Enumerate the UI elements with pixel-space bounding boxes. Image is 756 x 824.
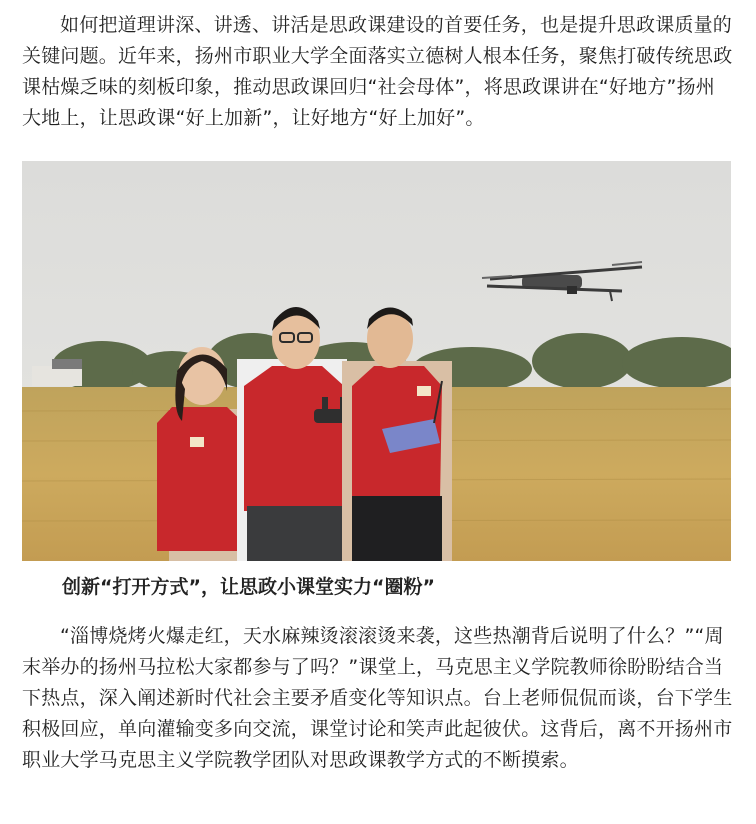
body-paragraph: “淄博烧烤火爆走红，天水麻辣烫滚滚烫来袭，这些热潮背后说明了什么？”“周末举办的扬州马拉松大家都参与了吗？”课堂上，马克思主义学院教师徐盼盼结合当下热点，深入阐述新时代社会主要矛盾变化等知识点。台上老师侃侃而谈，台下学生积极回应，单向灌输变多向交流，课堂讨论和笑声此起彼伏。这背后，离不开扬州市职业大学马克思主义学院教学团队对思政课教学方式的不断摸索。 bbox=[22, 625, 733, 771]
section-heading: 创新“打开方式”，让思政小课堂实力“圈粉” bbox=[62, 576, 435, 598]
intro-paragraph: 如何把道理讲深、讲透、讲活是思政课建设的首要任务，也是提升思政课质量的关键问题。近年来，扬州市职业大学全面落实立德树人根本任务，聚焦打破传统思政课枯燥乏味的刻板印象，推动思政课回归“社会母体”，将思政课讲在“好地方”扬州大地上，让思政课“好上加新”，让好地方“好上加好”。 bbox=[22, 14, 733, 129]
article-photo bbox=[22, 161, 731, 561]
